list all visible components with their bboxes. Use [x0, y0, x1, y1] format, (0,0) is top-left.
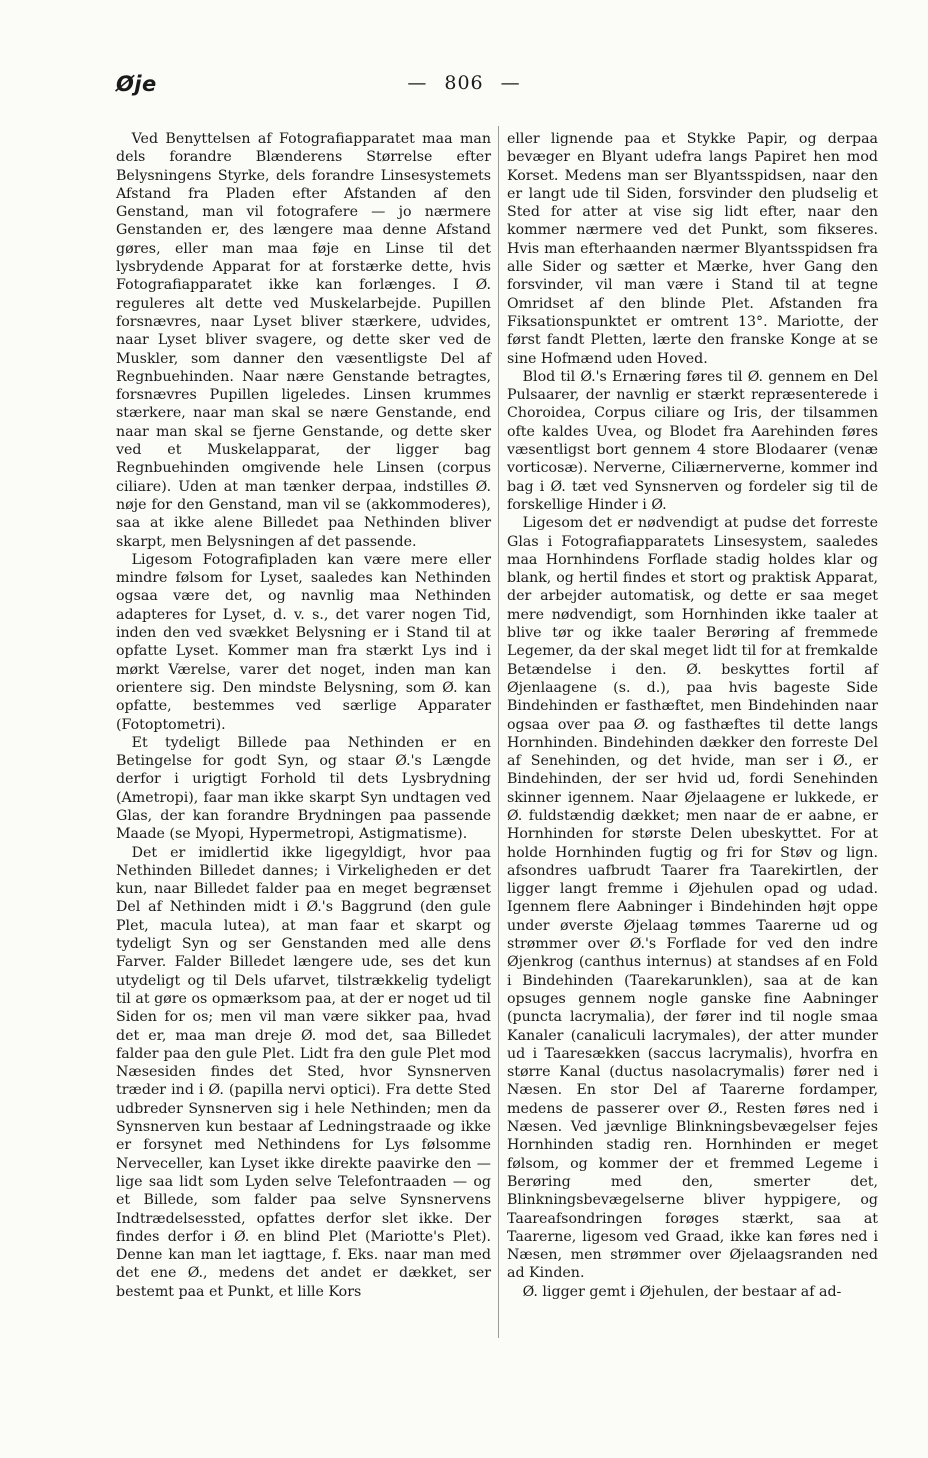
page-header	[0, 66, 928, 106]
paragraph: Ligesom Fotografipladen kan være mere eller mindre følsom for Lyset, saaledes kan Nethinden ogsaa være det, og navnlig maa Nethinden adapteres for Lyset, d. v. s., det varer nogen Tid, inden den ved svækket Belysning er i Stand til at opfatte Lyset. Kommer man fra stærkt Lys ind i mørkt Værelse, varer det noget, inden man kan orientere sig. Den mindste Belysning, som Ø. kan opfatte, bestemmes ved særlige Apparater (Fotoptometri).	[116, 551, 491, 733]
paragraph: Ø. ligger gemt i Øjehulen, der bestaar af ad-	[522, 1283, 842, 1300]
page-number: 806	[444, 72, 484, 94]
paragraph: Blod til Ø.'s Ernæring føres til Ø. gennem en Del Pulsaarer, der navnlig er stærkt repræsenterede i Choroidea, Corpus ciliare og Iris, der tilsammen ofte kaldes Uvea, og Blodet fra Aarehinden føres væsentligst bort gennem 4 store Blodaarer (venæ vorticosæ). Nerverne, Ciliærnerverne, kommer ind bag i Ø. tæt ved Synsnerven og fordeler sig til de forskellige Hinder i Ø.	[507, 368, 878, 513]
paragraph: Det er imidlertid ikke ligegyldigt, hvor paa Nethinden Billedet dannes; i Virkeligheden er det kun, naar Billedet falder paa en meget begrænset Del af Nethinden midt i Ø.'s Baggrund (den gule Plet, macula lutea), at man faar et skarpt og tydeligt Syn og ser Genstanden med alle dens Farver. Falder Billedet længere ude, ses det kun utydeligt og til Dels ufarvet, tilstrækkelig tydeligt til at gøre os opmærksom paa, at der er noget ud til Siden for os; men vil man være sikker paa, hvad det er, maa man dreje Ø. mod det, saa Billedet falder paa den gule Plet. Lidt fra den gule Plet mod Næsesiden findes det Sted, hvor Synsnerven træder ind i Ø. (papilla nervi optici). Fra dette Sted udbreder Synsnerven sig i hele Nethinden; men da Synsnerven kun bestaar af Ledningstraade og ikke er forsynet med Nethindens for Lys følsomme Nerveceller, kan Lyset ikke direkte paavirke den — lige saa lidt som Lyden selve Telefontraaden — og et Billede, som falder paa selve Synsnervens Indtrædelsessted, opfattes derfor slet ikke. Der findes derfor i Ø. en blind Plet (Mariotte's Plet). Denne kan man let iagttage, f. Eks. naar man med det ene Ø., medens det andet er dækket, ser bestemt paa et Punkt, et lille Kors	[116, 844, 491, 1300]
paragraph: Ligesom det er nødvendigt at pudse det forreste Glas i Fotografiapparatets Linsesystem, saaledes maa Hornhindens Forflade stadig holdes klar og blank, og hertil findes et stort og praktisk Apparat, der arbejder automatisk, og dette er saa meget mere nødvendigt, som Hornhinden ikke taaler at blive tør og ikke taaler Berøring af fremmede Legemer, da der skal meget lidt til for at fremkalde Betændelse i den. Ø. beskyttes fortil af Øjenlaagene (s. d.), paa hvis bageste Side Bindehinden er fasthæftet, men Bindehinden naar ogsaa over paa Ø. og fasthæftes til dette langs Hornhinden. Bindehinden dækker den forreste Del af Senehinden, og det hvide, man ser i Ø., er Bindehinden, der ser hvid ud, fordi Senehinden skinner igennem. Naar Øjelaagene er lukkede, er Ø. fuldstændig dækket; men naar de er aabne, er Hornhinden for største Delen ubeskyttet. For at holde Hornhinden fugtig og fri for Støv og lign. afsondres uafbrudt Taarer fra Taarekirtlen, der ligger langt fremme i Øjehulen opad og udad. Igennem flere Aabninger i Bindehinden højt oppe under øverste Øjelaag tømmes Taarerne ud og strømmer over Ø.'s Forflade for ved den indre Øjenkrog (canthus internus) at standses af en Fold i Bindehinden (Taarekarunklen), saa at de kan opsuges gennem nogle ganske fine Aabninger (puncta lacrymalia), der fører ind til nogle smaa Kanaler (canaliculi lacrymales), der atter munder ud i Taaresækken (saccus lacrymalis), hvorfra en større Kanal (ductus nasolacrymalis) fører ned i Næsen. En stor Del af Taarerne fordamper, medens de passerer over Ø., Resten føres ned i Næsen. Ved jævnlige Blinkningsbevægelser fejes Hornhinden stadig ren. Hornhinden er meget følsom, og kommer der et fremmed Legeme i Berøring med den, smerter det, Blinkningsbevægelserne bliver hyppigere, og Taareafsondringen forøges stærkt, saa at Taarerne, ligesom ved Graad, ikke kan føres ned i Næsen, men strømmer over Øjelaagsranden ned ad Kinden.	[507, 515, 878, 1282]
page-number-dash-right: —	[500, 72, 521, 94]
paragraph-continued: eller lignende paa et Stykke Papir, og derpaa bevæger en Blyant udefra langs Papiret hen mod Korset. Medens man ser Blyantsspidsen, naar den er langt ude til Siden, forsvinder den pludselig et Sted for atter at vise sig lidt efter, naar den kommer nærmere ved det Punkt, som fikseres. Hvis man efterhaanden nærmer Blyantsspidsen fra alle Sider og sætter et Mærke, hver Gang den forsvinder, vil man være i Stand til at tegne Omridset af den blinde Plet. Afstanden fra Fiksationspunktet er omtrent 13°. Mariotte, der først fandt Pletten, lærte den franske Konge at se sine Hofmænd uden Hoved.	[507, 131, 878, 367]
left-text-column	[116, 130, 491, 1301]
right-text-column	[507, 130, 878, 1301]
running-headword: Øje	[116, 72, 157, 96]
column-divider	[498, 126, 499, 1338]
page-number-line	[0, 72, 928, 94]
paragraph: Et tydeligt Billede paa Nethinden er en Betingelse for godt Syn, og staar Ø.'s Længde derfor i urigtigt Forhold til dets Lysbrydning (Ametropi), faar man ikke skarpt Syn undtagen ved Glas, der kan forandre Brydningen paa passende Maade (se Myopi, Hypermetropi, Astigmatisme).	[116, 734, 491, 843]
page-number-dash-left: —	[407, 72, 428, 94]
paragraph: Ved Benyttelsen af Fotografiapparatet maa man dels forandre Blænderens Størrelse efter Belysningens Styrke, dels forandre Linsesystemets Afstand fra Pladen efter Afstanden af den Genstand, man vil fotografere — jo nærmere Genstanden er, des længere maa denne Afstand gøres, eller man maa føje en Linse til det lysbrydende Apparat for at forstærke dette, hvis Fotografiapparatet ikke kan forlænges. I Ø. reguleres alt dette ved Muskelarbejde. Pupillen forsnævres, naar Lyset bliver stærkere, udvides, naar Lyset bliver svagere, og dette sker ved de Muskler, som danner den væsentligste Del af Regnbuehinden. Naar nære Genstande betragtes, forsnævres Pupillen ligeledes. Linsen krummes stærkere, naar man skal se nære Genstande, end naar man skal se fjerne Genstande, og dette sker ved et Muskelapparat, der ligger bag Regnbuehinden omgivende hele Linsen (corpus ciliare). Uden at man tænker derpaa, indstilles Ø. nøje for den Genstand, man vil se (akkommoderes), saa at ikke alene Billedet paa Nethinden bliver skarpt, men Belysningen af det passende.	[116, 131, 491, 550]
